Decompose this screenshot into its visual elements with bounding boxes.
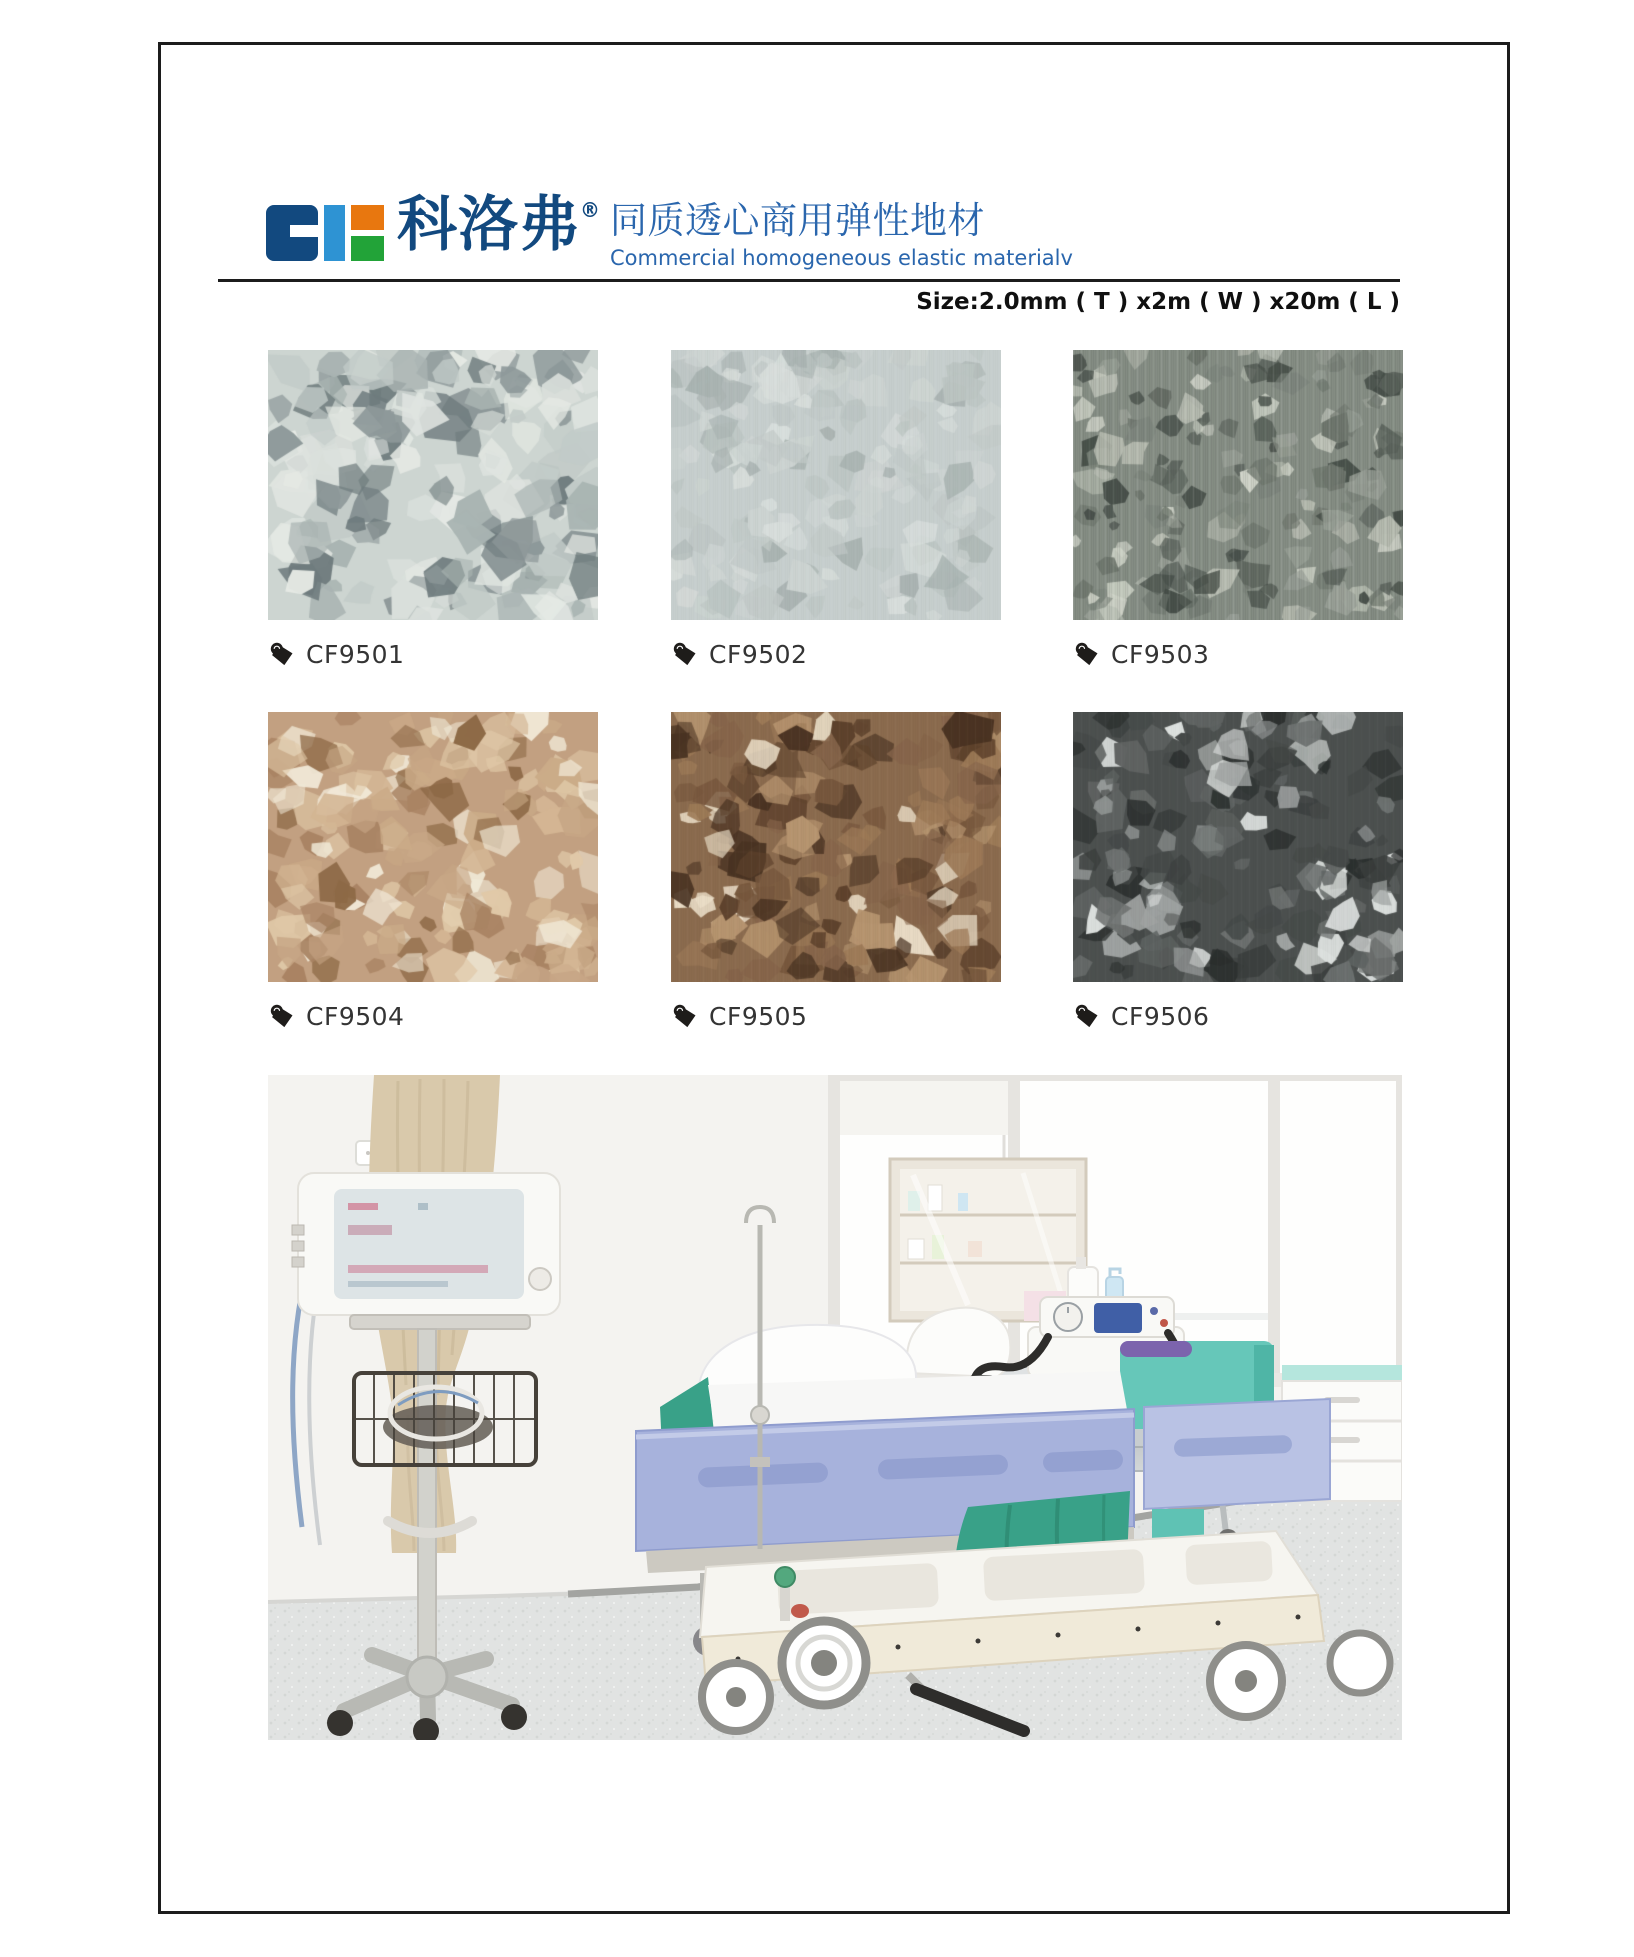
room-illustration — [268, 1075, 1402, 1740]
swatch-texture-cf9505 — [671, 712, 1001, 982]
swatch-cf9505 — [671, 712, 1001, 982]
swatch-label-cf9502 — [671, 637, 807, 671]
catalog-page — [158, 42, 1510, 1914]
logo-bar — [324, 205, 345, 261]
roller-blind — [840, 1081, 1008, 1135]
swatch-texture-cf9506 — [1073, 712, 1403, 982]
size-note: Size:2.0mm ( T ) x2m ( W ) x20m ( L ) — [916, 289, 1400, 315]
tagline-en: Commercial homogeneous elastic materialv — [610, 245, 1073, 270]
roll-icon — [1073, 640, 1101, 668]
brand-name-cn: 科洛弗® — [397, 190, 601, 260]
roll-icon — [268, 1002, 296, 1030]
swatch-code: CF9506 — [1111, 1001, 1210, 1031]
swatch-cf9502 — [671, 350, 1001, 620]
swatch-texture-cf9504 — [268, 712, 598, 982]
application-photo — [268, 1075, 1402, 1740]
brand-logo-mark — [266, 205, 384, 261]
swatch-cf9504 — [268, 712, 598, 982]
brand-tagline — [610, 201, 1170, 270]
roll-icon — [1073, 1002, 1101, 1030]
swatch-code: CF9504 — [306, 1001, 405, 1031]
logo-orange-square — [351, 205, 384, 230]
logo-c-shape — [266, 205, 318, 261]
roll-icon — [671, 640, 699, 668]
swatch-code: CF9501 — [306, 639, 405, 669]
wire-basket — [354, 1373, 536, 1465]
swatch-texture-cf9502 — [671, 350, 1001, 620]
tagline-cn: 同质透心商用弹性地材 — [610, 199, 985, 242]
swatch-label-cf9505 — [671, 999, 807, 1033]
swatch-code: CF9502 — [709, 639, 808, 669]
swatch-texture-cf9503 — [1073, 350, 1403, 620]
swatch-code: CF9505 — [709, 1001, 808, 1031]
swatch-label-cf9504 — [268, 999, 404, 1033]
roll-icon — [671, 1002, 699, 1030]
swatch-cf9506 — [1073, 712, 1403, 982]
roll-icon — [268, 640, 296, 668]
swatch-label-cf9503 — [1073, 637, 1209, 671]
header-rule — [218, 279, 1400, 282]
swatch-texture-cf9501 — [268, 350, 598, 620]
red-button — [791, 1604, 809, 1618]
swatch-cf9501 — [268, 350, 598, 620]
registered-mark: ® — [580, 198, 601, 222]
green-knob — [775, 1567, 795, 1587]
swatch-code: CF9503 — [1111, 639, 1210, 669]
swatch-label-cf9506 — [1073, 999, 1209, 1033]
swatch-cf9503 — [1073, 350, 1403, 620]
swatch-label-cf9501 — [268, 637, 404, 671]
logo-green-square — [351, 236, 384, 261]
